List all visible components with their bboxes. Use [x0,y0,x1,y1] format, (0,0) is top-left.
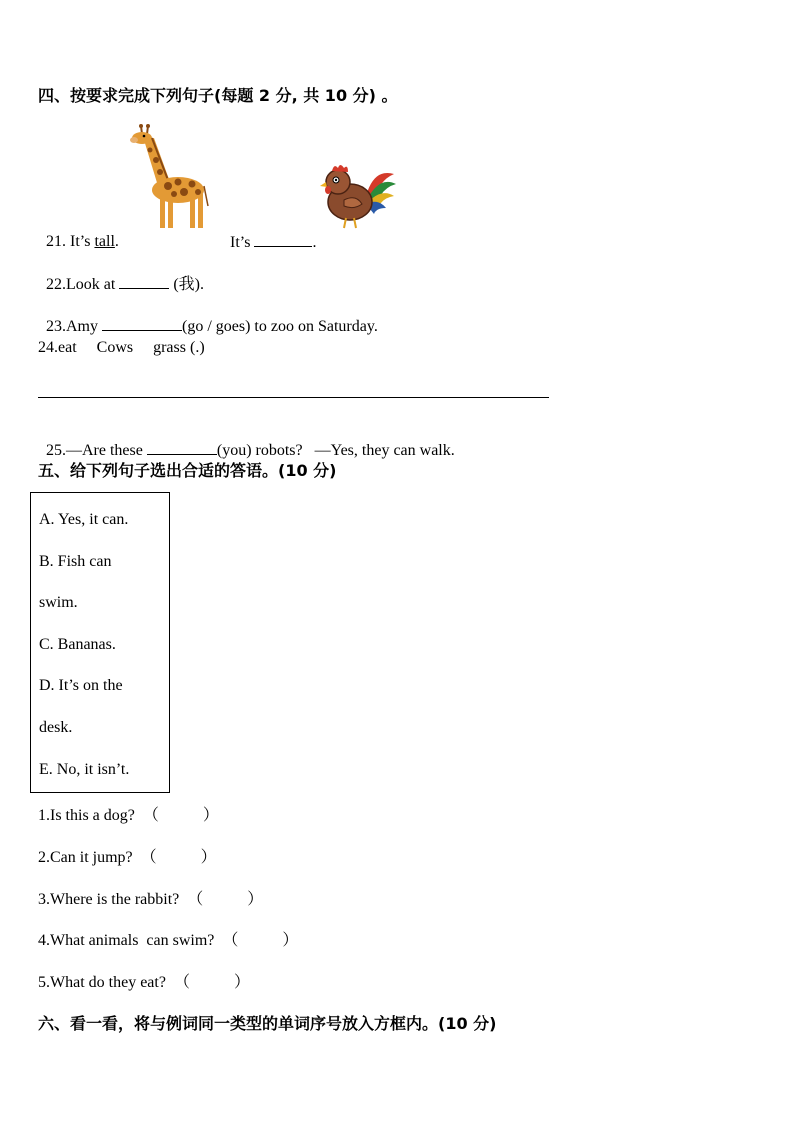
question-21-pre: . It’s [62,233,95,250]
answer-options-box [30,492,170,793]
option-c: C. Bananas. [39,636,116,653]
answer-blank[interactable] [119,274,169,289]
answer-blank[interactable] [254,232,312,247]
question-25 [38,420,455,461]
question-21-mid: . [114,233,119,250]
question-21-number: 21 [46,233,62,250]
option-a: A. Yes, it can. [39,511,129,528]
question-22-pre: 22.Look at [46,276,120,293]
option-d: D. It’s on the [39,677,123,694]
option-e: E. No, it isn’t. [39,761,130,778]
question-23-pre: 23.Amy [46,318,102,335]
answer-line[interactable] [38,397,549,398]
question-22 [38,254,204,295]
underlined-word: tall [94,233,115,250]
section-6-heading: 六、看一看，将与例词同一类型的单词序号放入方框内。(10 分) [38,1014,497,1033]
giraffe-icon [128,124,210,230]
match-question-2[interactable]: 2.Can it jump? （ ） [38,849,217,866]
rooster-icon [318,162,398,230]
option-b: B. Fish can [39,553,112,570]
question-25-pre: 25.—Are these [46,442,147,459]
option-b-cont: swim. [39,594,78,611]
section-5-heading: 五、给下列句子选出合适的答语。(10 分) [38,461,337,480]
question-21-second [222,212,316,253]
answer-blank[interactable] [102,316,182,331]
match-question-5[interactable]: 5.What do they eat? （ ） [38,974,250,991]
match-question-3[interactable]: 3.Where is the rabbit? （ ） [38,891,264,908]
question-22-post: (我). [169,276,204,293]
question-21 [38,212,119,252]
match-question-4[interactable]: 4.What animals can swim? （ ） [38,932,299,949]
question-23 [38,296,378,337]
section-4-heading: 四、按要求完成下列句子(每题 2 分, 共 10 分) 。 [38,86,398,105]
answer-blank[interactable] [147,440,217,455]
question-21-end: . [312,234,317,251]
question-21-second-text: It’s [230,234,255,251]
match-question-1[interactable]: 1.Is this a dog? （ ） [38,807,219,824]
question-23-post: (go / goes) to zoo on Saturday. [182,318,378,335]
question-24: 24.eat Cows grass (.) [38,339,205,356]
option-d-cont: desk. [39,719,73,736]
question-25-post: (you) robots? —Yes, they can walk. [216,442,455,459]
